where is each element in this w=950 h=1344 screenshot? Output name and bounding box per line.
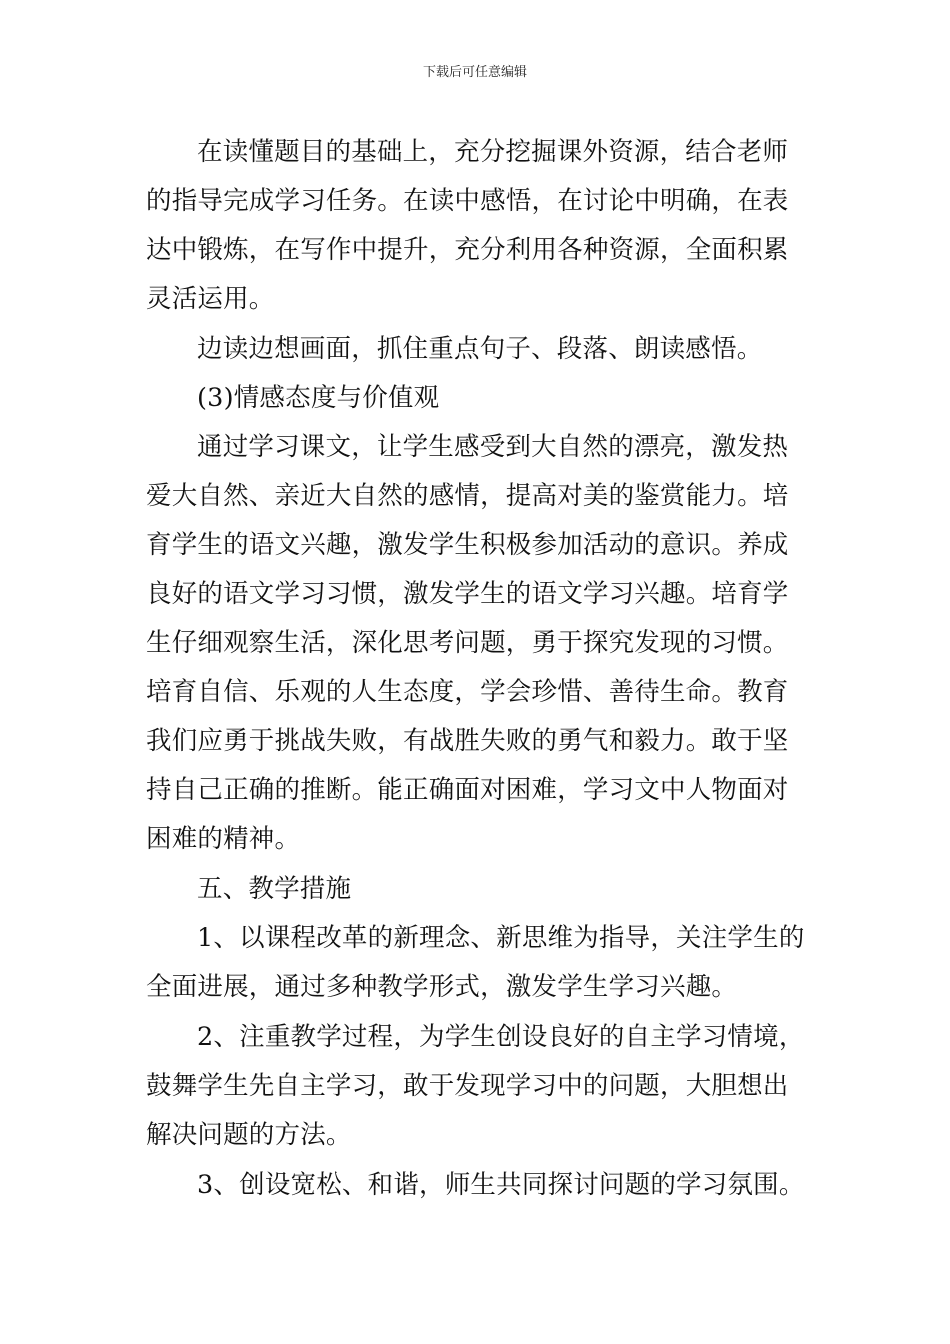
text-line: 困难的精神。 <box>146 824 301 854</box>
text-line: 解决问题的方法。 <box>146 1120 352 1150</box>
section-heading-attitudes <box>146 374 806 423</box>
text-line: 生仔细观察生活，深化思考问题，勇于探究发现的习惯。 <box>146 628 789 658</box>
text-line: 鼓舞学生先自主学习，敢于发现学习中的问题，大胆想出 <box>146 1071 789 1101</box>
text-line: 持自己正确的推断。能正确面对困难，学习文中人物面对 <box>146 775 789 805</box>
list-item-measure-1 <box>146 914 806 1012</box>
section-heading-teaching-measures <box>146 865 806 914</box>
text-line: (3)情感态度与价值观 <box>197 383 440 413</box>
text-line: 五、教学措施 <box>197 874 352 904</box>
text-line: 培育自信、乐观的人生态度，学会珍惜、善待生命。教育 <box>146 677 789 707</box>
text-line: 1、以课程改革的新理念、新思维为指导，关注学生的 <box>197 923 805 953</box>
text-line: 在读懂题目的基础上，充分挖掘课外资源，结合老师 <box>197 137 789 167</box>
text-line: 全面进展，通过多种教学形式，激发学生学习兴趣。 <box>146 972 738 1002</box>
text-line: 3、创设宽松、和谐，师生共同探讨问题的学习氛围。 <box>197 1170 805 1200</box>
text-line: 爱大自然、亲近大自然的感情，提高对美的鉴赏能力。培 <box>146 481 789 511</box>
text-line: 边读边想画面，抓住重点句子、段落、朗读感悟。 <box>197 334 763 364</box>
list-item-measure-2 <box>146 1013 806 1160</box>
text-line: 我们应勇于挑战失败，有战胜失败的勇气和毅力。敢于坚 <box>146 726 789 756</box>
document-body <box>146 128 806 1210</box>
text-line: 通过学习课文，让学生感受到大自然的漂亮，激发热 <box>197 432 789 462</box>
text-line: 达中锻炼，在写作中提升，充分利用各种资源，全面积累 <box>146 235 789 265</box>
text-line: 2、注重教学过程，为学生创设良好的自主学习情境， <box>197 1022 805 1052</box>
text-line: 育学生的语文兴趣，激发学生积极参加活动的意识。养成 <box>146 530 789 560</box>
list-item-measure-3 <box>146 1161 806 1210</box>
page-header: 下载后可任意编辑 <box>422 65 527 80</box>
text-line: 良好的语文学习习惯，激发学生的语文学习兴趣。培育学 <box>146 579 789 609</box>
paragraph-reading-resources <box>146 128 806 324</box>
text-line: 灵活运用。 <box>146 284 275 314</box>
paragraph-reading-imagery <box>146 325 806 374</box>
paragraph-attitudes-values <box>146 423 806 864</box>
text-line: 的指导完成学习任务。在读中感悟，在讨论中明确，在表 <box>146 186 789 216</box>
